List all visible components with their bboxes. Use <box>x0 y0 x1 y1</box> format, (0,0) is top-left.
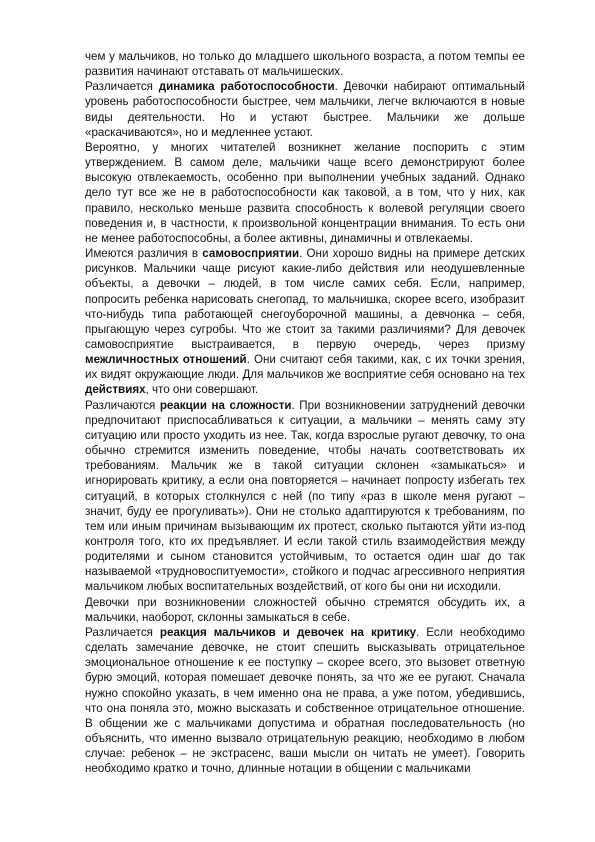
emphasis-term: динамика работоспособности <box>158 80 335 94</box>
text-run: Различается <box>85 625 160 639</box>
text-run: . Девочки набирают оптимальный уровень работоспособности быстрее, чем мальчики, легче включаются в новые виды деятельности. Но и устают быстрее. Мальчики же дольше «раскачиваются», но и медленнее устают. <box>85 80 525 139</box>
paragraph-work-capacity <box>85 79 525 140</box>
text-run: . При возникновении затруднений девочки предпочитают приспосабливаться к ситуации, а мальчики – менять саму эту ситуацию или просто уходить из нее. Так, когда взрослые ругают девочку, то она обычно стремится изменить поведение, чтобы начать соответствовать их требованиям. Мальчик же в такой ситуации склонен «замыкаться» и игнорировать критику, а если она повторяется – начинает попросту избегать тех ситуаций, в которых столкнулся с ней (по типу «раз в школе меня ругают – значит, буду ее прогуливать»). Они не столько адаптируются к требованиям, по тем или иным причинам вызывающим их протест, сколько пытаются уйти из-под контроля того, кто их предъявляет. И если такой стиль взаимодействия между родителями и сыном становится устойчивым, то остается один шаг до так называемой «трудновоспитуемости», стойкого и подчас агрессивного неприятия мальчиком любых воспитательных воздействий, от кого бы они ни исходили. <box>85 398 525 594</box>
text-run: . Если необходимо сделать замечание девочке, не стоит спешить высказывать отрицательное эмоциональное отношение к ее поступку – скорее всего, это вызовет ответную бурю эмоций, которая помешает девочке понять, за что же ее ругают. Сначала нужно спокойно указать, в чем именно она не права, а уже потом, убедившись, что она поняла это, можно высказать и собственное отрицательное отношение. В общении же с мальчиками допустима и обратная последовательность (но объяснить, что именно вызвало отрицательную реакцию, необходимо в любом случае: ребенок – не экстрасенс, ваши мысли он читать не умеет). Говорить необходимо кратко и точно, длинные нотации в общении с мальчиками <box>85 625 526 776</box>
paragraph-discussing-difficulties <box>85 595 525 625</box>
paragraph-reaction-to-criticism <box>85 625 525 777</box>
text-run: . Они считают себя такими, как, с их точки зрения, их видят окружающие люди. Для мальчиков же восприятие себя основано на тех <box>85 353 525 382</box>
emphasis-term: реакции на сложности <box>159 398 292 412</box>
paragraph-distractibility <box>85 140 525 246</box>
text-run: Вероятно, у многих читателей возникнет желание поспорить с этим утверждением. В самом деле, мальчики чаще всего демонстрируют более высокую отвлекаемость, особенно при выполнении учебных заданий. Однако дело тут все же не в работоспособности как таковой, а в том, что у них, как правило, несколько меньше развита способность к волевой регуляции своего поведения и, в частности, к произвольной концентрации внимания. То есть они не менее работоспособны, а более активны, динамичны и отвлекаемы. <box>85 140 525 245</box>
emphasis-term: реакция мальчиков и девочек на критику <box>159 625 417 639</box>
text-run: чем у мальчиков, но только до младшего школьного возраста, а потом темпы ее развития начинают отставать от мальчишеских. <box>85 50 525 79</box>
paragraph-development-pace <box>85 49 525 79</box>
emphasis-term: самовосприятии <box>202 247 300 261</box>
paragraph-self-perception <box>85 246 525 398</box>
paragraph-reactions-to-difficulty <box>85 398 525 595</box>
document-page <box>85 49 525 777</box>
text-run: Имеются различия в <box>85 247 203 261</box>
emphasis-term: межличностных отношений <box>85 353 247 367</box>
text-run: Различается <box>85 80 159 94</box>
emphasis-term: действиях <box>85 383 146 397</box>
text-run: Девочки при возникновении сложностей обычно стремятся обсудить их, а мальчики, наоборот, склонны замыкаться в себе. <box>85 595 525 624</box>
text-run: , что они совершают. <box>145 383 259 397</box>
text-run: Различаются <box>85 398 160 412</box>
text-run: . Они хорошо видны на примере детских рисунков. Мальчики чаще рисуют какие-либо действия или неодушевленные объекты, а девочки – людей, в том числе самих себя. Если, например, попросить ребенка нарисовать снегопад, то мальчишка, скорее всего, изобразит что-нибудь типа работающей снегоуборочной машины, а девчонка – себя, прыгающую через сугробы. Что же стоит за такими различиями? Для девочек самовосприятие выстраивается, в первую очередь, через призму <box>85 247 525 351</box>
